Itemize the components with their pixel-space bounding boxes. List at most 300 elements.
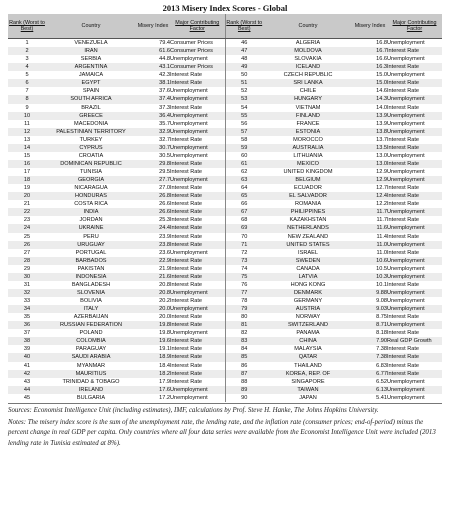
rank-cell: 88 — [225, 378, 263, 386]
factor-cell: Unemployment — [387, 265, 442, 273]
country-cell: ECUADOR — [263, 184, 353, 192]
country-cell: BRAZIL — [46, 104, 136, 112]
factor-cell: Interest Rate — [170, 362, 225, 370]
misery-cell: 44.8 — [136, 55, 170, 63]
rank-cell: 41 — [8, 362, 46, 370]
factor-cell: Interest Rate — [387, 144, 442, 152]
country-cell: UNITED KINGDOM — [263, 168, 353, 176]
rank-cell: 55 — [225, 112, 263, 120]
country-cell: DOMINICAN REPUBLIC — [46, 160, 136, 168]
factor-cell: Interest Rate — [170, 168, 225, 176]
rank-cell: 61 — [225, 160, 263, 168]
rank-cell: 5 — [8, 71, 46, 79]
rank-cell: 65 — [225, 192, 263, 200]
table-row — [8, 128, 442, 136]
table-row — [8, 345, 442, 353]
factor-cell: Unemployment — [387, 152, 442, 160]
factor-cell: Unemployment — [170, 87, 225, 95]
factor-cell: Interest Rate — [387, 184, 442, 192]
rank-cell: 62 — [225, 168, 263, 176]
country-cell: IRELAND — [46, 386, 136, 394]
misery-cell: 5.41 — [353, 394, 387, 402]
rank-cell: 17 — [8, 168, 46, 176]
factor-cell: Interest Rate — [387, 233, 442, 241]
factor-cell: Interest Rate — [170, 136, 225, 144]
rank-cell: 18 — [8, 176, 46, 184]
country-cell: VENEZUELA — [46, 39, 136, 48]
factor-cell: Unemployment — [387, 71, 442, 79]
table-row — [8, 136, 442, 144]
rank-cell: 32 — [8, 289, 46, 297]
header-rank: Rank (Worst to Best) — [225, 14, 263, 39]
country-cell: SOUTH AFRICA — [46, 95, 136, 103]
rank-cell: 86 — [225, 362, 263, 370]
table-row — [8, 297, 442, 305]
factor-cell: Real GDP Growth — [387, 337, 442, 345]
country-cell: QATAR — [263, 353, 353, 361]
table-row — [8, 39, 442, 48]
factor-cell: Interest Rate — [387, 192, 442, 200]
country-cell: HONDURAS — [46, 192, 136, 200]
factor-cell: Interest Rate — [170, 241, 225, 249]
rank-cell: 10 — [8, 112, 46, 120]
country-cell: INDONESIA — [46, 273, 136, 281]
factor-cell: Interest Rate — [170, 273, 225, 281]
table-row — [8, 257, 442, 265]
table-row — [8, 71, 442, 79]
rank-cell: 6 — [8, 79, 46, 87]
misery-cell: 10.5 — [353, 265, 387, 273]
factor-cell: Interest Rate — [387, 63, 442, 71]
misery-cell: 13.0 — [353, 160, 387, 168]
rank-cell: 82 — [225, 329, 263, 337]
country-cell: IRAN — [46, 47, 136, 55]
factor-cell: Unemployment — [170, 152, 225, 160]
rank-cell: 50 — [225, 71, 263, 79]
country-cell: NETHERLANDS — [263, 224, 353, 232]
table-row — [8, 329, 442, 337]
rank-cell: 9 — [8, 104, 46, 112]
rank-cell: 3 — [8, 55, 46, 63]
misery-cell: 17.2 — [136, 394, 170, 402]
rank-cell: 23 — [8, 216, 46, 224]
rank-cell: 54 — [225, 104, 263, 112]
table-row — [8, 370, 442, 378]
misery-cell: 20.8 — [136, 281, 170, 289]
rank-cell: 22 — [8, 208, 46, 216]
rank-cell: 7 — [8, 87, 46, 95]
header-factor: Major Contributing Factor — [387, 14, 442, 39]
rank-cell: 53 — [225, 95, 263, 103]
misery-cell: 9.03 — [353, 305, 387, 313]
misery-cell: 26.6 — [136, 200, 170, 208]
factor-cell: Unemployment — [170, 128, 225, 136]
misery-cell: 20.0 — [136, 313, 170, 321]
misery-cell: 35.7 — [136, 120, 170, 128]
factor-cell: Unemployment — [170, 176, 225, 184]
methodology-note: Notes: The misery index score is the sum of the unemployment rate, the lending rate, and the inflation rate (consumer prices; end-of-period) minus the percent change in real GDP per capita. Only countries where all four data series were available from the Economist Intelligence Unit were included (2013 lending rate in Tunisia estimated at 8%). — [8, 419, 436, 447]
country-cell: PAKISTAN — [46, 265, 136, 273]
misery-cell: 61.6 — [136, 47, 170, 55]
country-cell: URUGUAY — [46, 241, 136, 249]
country-cell: NEW ZEALAND — [263, 233, 353, 241]
country-cell: BULGARIA — [46, 394, 136, 402]
country-cell: SLOVENIA — [46, 289, 136, 297]
rank-cell: 1 — [8, 39, 46, 48]
country-cell: SWITZERLAND — [263, 321, 353, 329]
misery-cell: 10.6 — [353, 257, 387, 265]
misery-cell: 23.6 — [136, 249, 170, 257]
rank-cell: 74 — [225, 265, 263, 273]
rank-cell: 16 — [8, 160, 46, 168]
table-row — [8, 184, 442, 192]
misery-cell: 16.3 — [353, 63, 387, 71]
rank-cell: 20 — [8, 192, 46, 200]
rank-cell: 69 — [225, 224, 263, 232]
country-cell: POLAND — [46, 329, 136, 337]
country-cell: ROMANIA — [263, 200, 353, 208]
rank-cell: 76 — [225, 281, 263, 289]
country-cell: PHILIPPINES — [263, 208, 353, 216]
misery-cell: 6.77 — [353, 370, 387, 378]
factor-cell: Interest Rate — [170, 337, 225, 345]
table-row — [8, 273, 442, 281]
misery-cell: 17.6 — [136, 386, 170, 394]
country-cell: FINLAND — [263, 112, 353, 120]
country-cell: UKRAINE — [46, 224, 136, 232]
factor-cell: Interest Rate — [387, 216, 442, 224]
table-row — [8, 47, 442, 55]
misery-cell: 8.75 — [353, 313, 387, 321]
country-cell: AUSTRIA — [263, 305, 353, 313]
table-row — [8, 192, 442, 200]
country-cell: FRANCE — [263, 120, 353, 128]
country-cell: CHILE — [263, 87, 353, 95]
factor-cell: Interest Rate — [387, 104, 442, 112]
rank-cell: 31 — [8, 281, 46, 289]
country-cell: MYANMAR — [46, 362, 136, 370]
rank-cell: 67 — [225, 208, 263, 216]
country-cell: PERU — [46, 233, 136, 241]
factor-cell: Unemployment — [170, 95, 225, 103]
factor-cell: Interest Rate — [170, 208, 225, 216]
misery-cell: 13.9 — [353, 120, 387, 128]
misery-cell: 21.9 — [136, 265, 170, 273]
rank-cell: 60 — [225, 152, 263, 160]
misery-cell: 30.7 — [136, 144, 170, 152]
table-row — [8, 104, 442, 112]
misery-cell: 23.8 — [136, 241, 170, 249]
table-row — [8, 362, 442, 370]
factor-cell: Unemployment — [387, 394, 442, 402]
country-cell: LITHUANIA — [263, 152, 353, 160]
table-row — [8, 63, 442, 71]
rank-cell: 52 — [225, 87, 263, 95]
misery-cell: 11.0 — [353, 249, 387, 257]
country-cell: SLOVAKIA — [263, 55, 353, 63]
factor-cell: Consumer Prices — [170, 39, 225, 48]
misery-index-table — [8, 14, 442, 402]
rank-cell: 11 — [8, 120, 46, 128]
country-cell: BARBADOS — [46, 257, 136, 265]
misery-cell: 15.0 — [353, 79, 387, 87]
country-cell: ICELAND — [263, 63, 353, 71]
rank-cell: 79 — [225, 305, 263, 313]
country-cell: CZECH REPUBLIC — [263, 71, 353, 79]
rank-cell: 57 — [225, 128, 263, 136]
header-misery: Misery Index — [136, 14, 170, 39]
rank-cell: 89 — [225, 386, 263, 394]
table-row — [8, 353, 442, 361]
table-body — [8, 39, 442, 402]
country-cell: MALAYSIA — [263, 345, 353, 353]
table-row — [8, 112, 442, 120]
rank-cell: 84 — [225, 345, 263, 353]
rank-cell: 56 — [225, 120, 263, 128]
misery-cell: 21.6 — [136, 273, 170, 281]
factor-cell: Interest Rate — [387, 87, 442, 95]
table-row — [8, 176, 442, 184]
factor-cell: Unemployment — [170, 120, 225, 128]
factor-cell: Unemployment — [170, 289, 225, 297]
rank-cell: 51 — [225, 79, 263, 87]
misery-cell: 20.2 — [136, 297, 170, 305]
misery-cell: 27.0 — [136, 184, 170, 192]
factor-cell: Interest Rate — [387, 370, 442, 378]
country-cell: GERMANY — [263, 297, 353, 305]
factor-cell: Interest Rate — [170, 345, 225, 353]
misery-cell: 27.7 — [136, 176, 170, 184]
rank-cell: 24 — [8, 224, 46, 232]
rank-cell: 45 — [8, 394, 46, 402]
factor-cell: Interest Rate — [387, 249, 442, 257]
header-factor: Major Contributing Factor — [170, 14, 225, 39]
rank-cell: 75 — [225, 273, 263, 281]
misery-cell: 12.2 — [353, 200, 387, 208]
country-cell: PORTUGAL — [46, 249, 136, 257]
country-cell: ALGERIA — [263, 39, 353, 48]
misery-cell: 10.1 — [353, 281, 387, 289]
misery-cell: 13.7 — [353, 136, 387, 144]
rank-cell: 48 — [225, 55, 263, 63]
factor-cell: Consumer Prices — [170, 47, 225, 55]
factor-cell: Interest Rate — [387, 47, 442, 55]
country-cell: HUNGARY — [263, 95, 353, 103]
misery-cell: 11.4 — [353, 233, 387, 241]
factor-cell: Interest Rate — [387, 313, 442, 321]
misery-cell: 20.0 — [136, 305, 170, 313]
factor-cell: Unemployment — [387, 378, 442, 386]
factor-cell: Unemployment — [387, 321, 442, 329]
misery-cell: 32.7 — [136, 136, 170, 144]
country-cell: MAURITIUS — [46, 370, 136, 378]
misery-cell: 12.9 — [353, 168, 387, 176]
misery-cell: 13.8 — [353, 128, 387, 136]
country-cell: JAMAICA — [46, 71, 136, 79]
rank-cell: 4 — [8, 63, 46, 71]
factor-cell: Unemployment — [170, 55, 225, 63]
country-cell: CYPRUS — [46, 144, 136, 152]
rank-cell: 70 — [225, 233, 263, 241]
rank-cell: 37 — [8, 329, 46, 337]
factor-cell: Interest Rate — [387, 160, 442, 168]
table-row — [8, 386, 442, 394]
misery-cell: 29.5 — [136, 168, 170, 176]
factor-cell: Unemployment — [387, 289, 442, 297]
misery-cell: 14.3 — [353, 95, 387, 103]
country-cell: BELGIUM — [263, 176, 353, 184]
misery-cell: 38.1 — [136, 79, 170, 87]
country-cell: BANGLADESH — [46, 281, 136, 289]
footnotes — [8, 403, 442, 451]
country-cell: EGYPT — [46, 79, 136, 87]
misery-cell: 16.6 — [353, 55, 387, 63]
country-cell: AZERBAIJAN — [46, 313, 136, 321]
rank-cell: 68 — [225, 216, 263, 224]
misery-cell: 12.7 — [353, 184, 387, 192]
country-cell: MOLDOVA — [263, 47, 353, 55]
misery-cell: 22.9 — [136, 257, 170, 265]
country-cell: KAZAKHSTAN — [263, 216, 353, 224]
header-misery: Misery Index — [353, 14, 387, 39]
table-row — [8, 208, 442, 216]
country-cell: PANAMA — [263, 329, 353, 337]
rank-cell: 35 — [8, 313, 46, 321]
rank-cell: 8 — [8, 95, 46, 103]
factor-cell: Interest Rate — [387, 353, 442, 361]
rank-cell: 59 — [225, 144, 263, 152]
header-row — [8, 14, 442, 39]
table-row — [8, 120, 442, 128]
country-cell: COSTA RICA — [46, 200, 136, 208]
misery-cell: 13.5 — [353, 144, 387, 152]
misery-cell: 16.8 — [353, 39, 387, 48]
factor-cell: Consumer Prices — [170, 63, 225, 71]
factor-cell: Unemployment — [387, 297, 442, 305]
factor-cell: Interest Rate — [170, 192, 225, 200]
table-row — [8, 241, 442, 249]
misery-cell: 23.9 — [136, 233, 170, 241]
factor-cell: Unemployment — [170, 249, 225, 257]
country-cell: THAILAND — [263, 362, 353, 370]
country-cell: ARGENTINA — [46, 63, 136, 71]
rank-cell: 85 — [225, 353, 263, 361]
rank-cell: 64 — [225, 184, 263, 192]
factor-cell: Interest Rate — [170, 184, 225, 192]
rank-cell: 38 — [8, 337, 46, 345]
misery-cell: 9.08 — [353, 297, 387, 305]
table-row — [8, 265, 442, 273]
country-cell: SAUDI ARABIA — [46, 353, 136, 361]
rank-cell: 27 — [8, 249, 46, 257]
rank-cell: 34 — [8, 305, 46, 313]
rank-cell: 49 — [225, 63, 263, 71]
misery-cell: 14.0 — [353, 104, 387, 112]
table-row — [8, 305, 442, 313]
country-cell: COLOMBIA — [46, 337, 136, 345]
misery-cell: 7.38 — [353, 345, 387, 353]
factor-cell: Interest Rate — [387, 200, 442, 208]
rank-cell: 43 — [8, 378, 46, 386]
rank-cell: 83 — [225, 337, 263, 345]
misery-cell: 14.6 — [353, 87, 387, 95]
rank-cell: 21 — [8, 200, 46, 208]
factor-cell: Interest Rate — [170, 224, 225, 232]
misery-cell: 11.0 — [353, 241, 387, 249]
misery-cell: 18.2 — [136, 370, 170, 378]
factor-cell: Unemployment — [387, 120, 442, 128]
country-cell: JAPAN — [263, 394, 353, 402]
rank-cell: 39 — [8, 345, 46, 353]
misery-cell: 11.7 — [353, 208, 387, 216]
misery-cell: 8.71 — [353, 321, 387, 329]
factor-cell: Interest Rate — [387, 79, 442, 87]
rank-cell: 26 — [8, 241, 46, 249]
country-cell: CHINA — [263, 337, 353, 345]
misery-cell: 15.0 — [353, 71, 387, 79]
misery-cell: 19.6 — [136, 337, 170, 345]
country-cell: SINGAPORE — [263, 378, 353, 386]
misery-cell: 18.4 — [136, 362, 170, 370]
misery-cell: 37.3 — [136, 104, 170, 112]
country-cell: MEXICO — [263, 160, 353, 168]
rank-cell: 90 — [225, 394, 263, 402]
country-cell: SRI LANKA — [263, 79, 353, 87]
misery-cell: 19.8 — [136, 321, 170, 329]
country-cell: ESTONIA — [263, 128, 353, 136]
factor-cell: Interest Rate — [170, 378, 225, 386]
factor-cell: Unemployment — [387, 55, 442, 63]
country-cell: CROATIA — [46, 152, 136, 160]
factor-cell: Unemployment — [387, 224, 442, 232]
factor-cell: Interest Rate — [170, 265, 225, 273]
factor-cell: Unemployment — [170, 386, 225, 394]
misery-cell: 6.52 — [353, 378, 387, 386]
misery-cell: 6.83 — [353, 362, 387, 370]
misery-cell: 19.1 — [136, 345, 170, 353]
factor-cell: Interest Rate — [170, 71, 225, 79]
factor-cell: Unemployment — [170, 305, 225, 313]
rank-cell: 66 — [225, 200, 263, 208]
country-cell: TAIWAN — [263, 386, 353, 394]
misery-cell: 79.4 — [136, 39, 170, 48]
factor-cell: Interest Rate — [170, 297, 225, 305]
misery-cell: 32.9 — [136, 128, 170, 136]
table-row — [8, 95, 442, 103]
sources-note: Sources: Economist Intelligence Unit (including estimates), IMF, calculations by Prof. Steve H. Hanke, The Johns Hopkins University. — [8, 407, 379, 414]
table-row — [8, 216, 442, 224]
rank-cell: 2 — [8, 47, 46, 55]
misery-cell: 29.8 — [136, 160, 170, 168]
rank-cell: 46 — [225, 39, 263, 48]
country-cell: JORDAN — [46, 216, 136, 224]
misery-cell: 43.1 — [136, 63, 170, 71]
misery-cell: 37.6 — [136, 87, 170, 95]
rank-cell: 72 — [225, 249, 263, 257]
rank-cell: 25 — [8, 233, 46, 241]
rank-cell: 73 — [225, 257, 263, 265]
table-row — [8, 160, 442, 168]
country-cell: PARAGUAY — [46, 345, 136, 353]
table-row — [8, 281, 442, 289]
rank-cell: 63 — [225, 176, 263, 184]
country-cell: MACEDONIA — [46, 120, 136, 128]
table-row — [8, 313, 442, 321]
country-cell: TURKEY — [46, 136, 136, 144]
rank-cell: 14 — [8, 144, 46, 152]
table-row — [8, 289, 442, 297]
country-cell: BOLIVIA — [46, 297, 136, 305]
